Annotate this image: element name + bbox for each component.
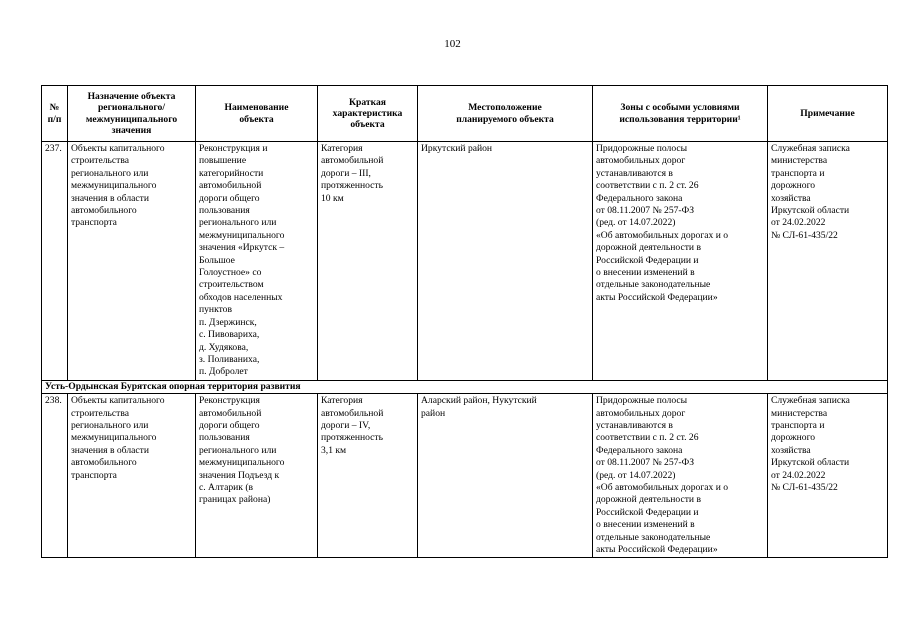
row-purpose: Объекты капитального строительства регионального или межмуниципального значения в области автомобильного транспорта [68, 142, 196, 381]
row-number: 237. [42, 142, 68, 381]
row-zones: Придорожные полосы автомобильных дорог устанавливаются в соответствии с п. 2 ст. 26 Федерального закона от 08.11.2007 № 257-ФЗ (ред. от 14.07.2022) «Об автомобильных дорогах и о дорожной деятельности в Российской Федерации и о внесении изменений в отдельные законодательные акты Российской Федерации» [593, 142, 768, 381]
row-number: 238. [42, 394, 68, 558]
row-purpose: Объекты капитального строительства регионального или межмуниципального значения в области автомобильного транспорта [68, 394, 196, 558]
header-characteristic: Краткая характеристика объекта [318, 86, 418, 142]
row-name: Реконструкция и повышение категорийности автомобильной дороги общего пользования регионального или межмуниципального значения «Иркутск – Большое Голоустное» со строительством обходов населенных пунктов п. Дзержинск, с. Пивовариха, д. Худякова, з. Поливаниха, п. Добролет [196, 142, 318, 381]
header-purpose: Назначение объекта регионального/ межмуниципального значения [68, 86, 196, 142]
row-zones: Придорожные полосы автомобильных дорог устанавливаются в соответствии с п. 2 ст. 26 Федерального закона от 08.11.2007 № 257-ФЗ (ред. от 14.07.2022) «Об автомобильных дорогах и о дорожной деятельности в Российской Федерации и о внесении изменений в отдельные законодательные акты Российской Федерации» [593, 394, 768, 558]
page-number: 102 [444, 38, 461, 50]
header-number: № п/п [42, 86, 68, 142]
row-note: Служебная записка министерства транспорта и дорожного хозяйства Иркутской области от 24.02.2022 № СЛ-61-435/22 [768, 142, 888, 381]
header-name: Наименование объекта [196, 86, 318, 142]
table-header-row [42, 86, 888, 142]
header-zones: Зоны с особыми условиями использования территории¹ [593, 86, 768, 142]
header-location: Местоположение планируемого объекта [418, 86, 593, 142]
objects-table [41, 85, 888, 558]
row-location: Аларский район, Нукутский район [418, 394, 593, 558]
table-row [42, 142, 888, 381]
section-title: Усть-Ордынская Бурятская опорная территория развития [42, 380, 888, 393]
row-characteristic: Категория автомобильной дороги – III, протяженность 10 км [318, 142, 418, 381]
section-row [42, 380, 888, 393]
row-characteristic: Категория автомобильной дороги – IV, протяженность 3,1 км [318, 394, 418, 558]
row-location: Иркутский район [418, 142, 593, 381]
row-note: Служебная записка министерства транспорта и дорожного хозяйства Иркутской области от 24.02.2022 № СЛ-61-435/22 [768, 394, 888, 558]
table-row [42, 394, 888, 558]
row-name: Реконструкция автомобильной дороги общего пользования регионального или межмуниципального значения Подъезд к с. Алтарик (в границах района) [196, 394, 318, 558]
header-note: Примечание [768, 86, 888, 142]
